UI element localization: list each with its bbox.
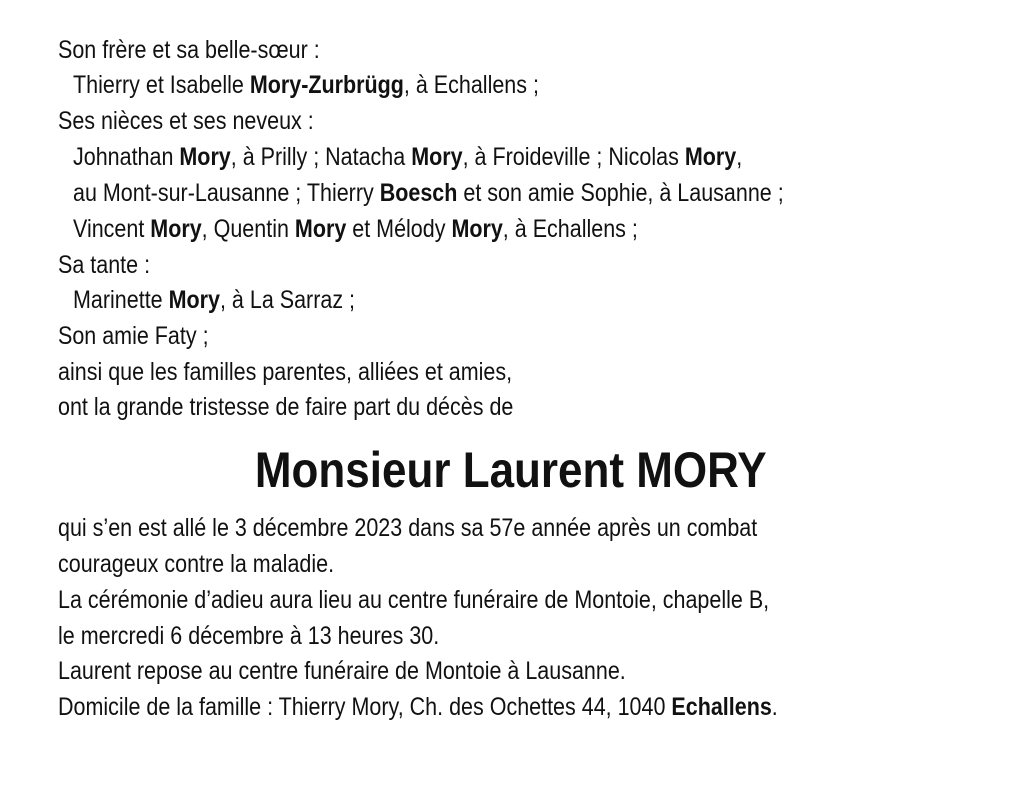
details-line-1: qui s’en est allé le 3 décembre 2023 dans sa 57e année après un combat [58, 514, 758, 542]
brother-heading: Son frère et sa belle-sœur : [58, 36, 320, 64]
aunt-entry: Marinette Mory, à La Sarraz ; [73, 286, 356, 314]
families-line: ainsi que les familles parentes, alliées et amies, [58, 358, 513, 386]
repose-line: Laurent repose au centre funéraire de Montoie à Lausanne. [58, 657, 626, 685]
brother-entry: Thierry et Isabelle Mory-Zurbrügg, à Echallens ; [73, 71, 539, 99]
ceremony-line-2: le mercredi 6 décembre à 13 heures 30. [58, 622, 440, 650]
announcement-line: ont la grande tristesse de faire part du décès de [58, 393, 514, 421]
nieces-entry-1: Johnathan Mory, à Prilly ; Natacha Mory, à Froideville ; Nicolas Mory, [73, 143, 743, 171]
nieces-entry-3: Vincent Mory, Quentin Mory et Mélody Mory, à Echallens ; [73, 215, 638, 243]
deceased-name [0, 438, 1022, 502]
nieces-heading: Ses nièces et ses neveux : [58, 107, 314, 135]
details-line-2: courageux contre la maladie. [58, 550, 335, 578]
nieces-entry-2: au Mont-sur-Lausanne ; Thierry Boesch et son amie Sophie, à Lausanne ; [73, 179, 784, 207]
family-address-line: Domicile de la famille : Thierry Mory, Ch. des Ochettes 44, 1040 Echallens. [58, 693, 778, 721]
ceremony-line-1: La cérémonie d’adieu aura lieu au centre funéraire de Montoie, chapelle B, [58, 586, 770, 614]
aunt-heading: Sa tante : [58, 251, 151, 279]
friend-line: Son amie Faty ; [58, 322, 209, 350]
deceased-name-text: Monsieur Laurent MORY [255, 442, 767, 498]
